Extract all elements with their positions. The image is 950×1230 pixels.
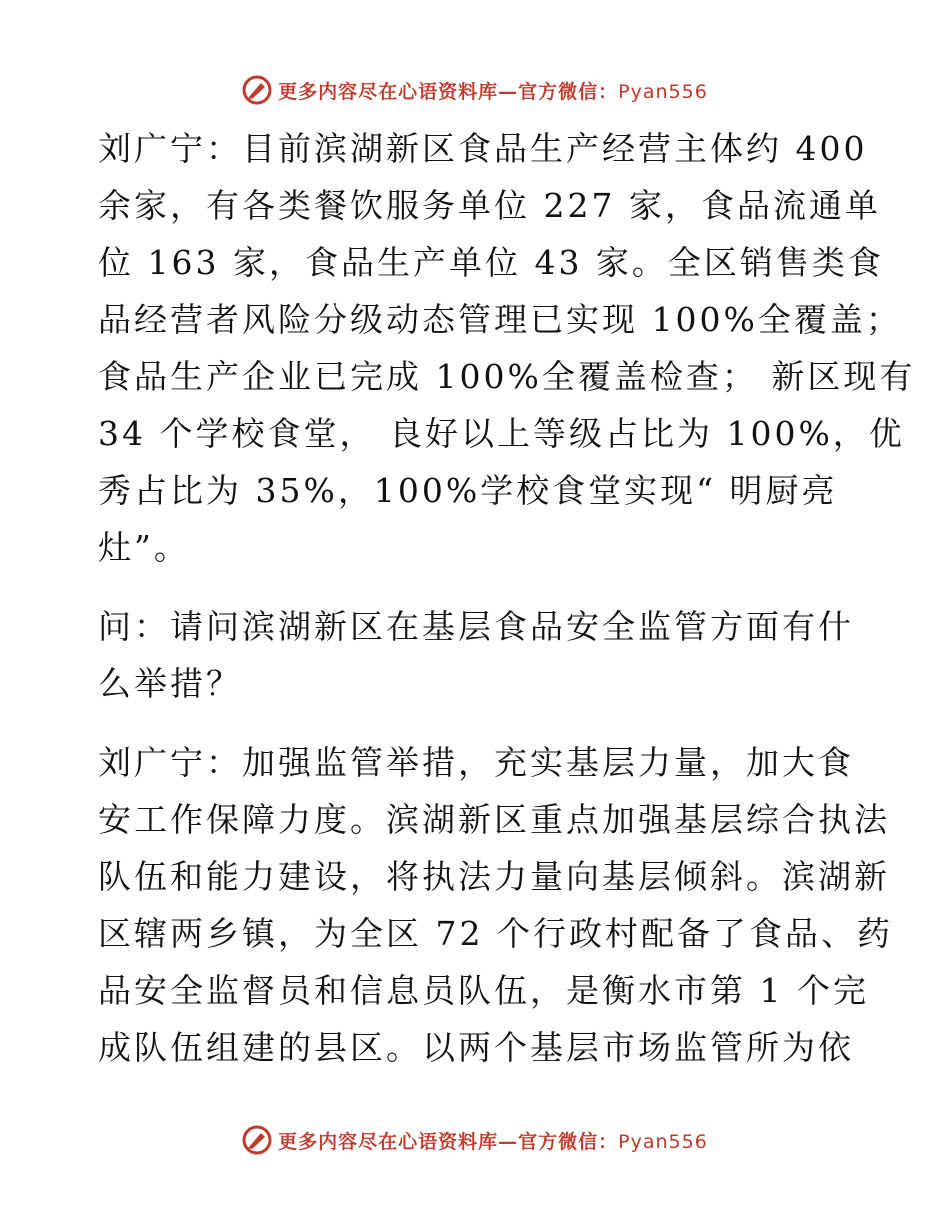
text-line: 成队伍组建的县区。以两个基层市场监管所为依 <box>98 1028 854 1067</box>
banner-text: 更多内容尽在心语资料库—官方微信：Pyan556 <box>278 1130 708 1153</box>
text-line: 位 163 家，食品生产单位 43 家。全区销售类食 <box>98 243 884 282</box>
document-body <box>98 120 916 1076</box>
text-line: 问：请问滨湖新区在基层食品安全监管方面有什 <box>98 607 854 646</box>
text-line: 队伍和能力建设，将执法力量向基层倾斜。滨湖新 <box>98 857 890 896</box>
paragraph-answer-1 <box>98 120 916 576</box>
banner-text: 更多内容尽在心语资料库—官方微信：Pyan556 <box>278 80 708 103</box>
footer-banner <box>0 1120 950 1160</box>
text-line: 么举措？ <box>98 664 242 703</box>
text-line: 刘广宁：加强监管举措，充实基层力量，加大食 <box>98 743 854 782</box>
text-line: 灶”。 <box>98 528 190 567</box>
pen-nib-logo-icon <box>242 1125 272 1155</box>
text-line: 区辖两乡镇，为全区 72 个行政村配备了食品、药 <box>98 914 893 953</box>
text-line: 余家，有各类餐饮服务单位 227 家，食品流通单 <box>98 186 881 225</box>
text-line: 安工作保障力度。滨湖新区重点加强基层综合执法 <box>98 800 890 839</box>
banner-brand: Pyan556 <box>618 80 708 103</box>
text-line: 34 个学校食堂， 良好以上等级占比为 100%，优 <box>98 414 905 453</box>
text-line: 秀占比为 35%，100%学校食堂实现“ 明厨亮 <box>98 471 838 510</box>
banner-brand: Pyan556 <box>618 1130 708 1153</box>
text-line: 品经营者风险分级动态管理已实现 100%全覆盖； <box>98 300 902 339</box>
paragraph-question <box>98 598 858 712</box>
text-line: 食品生产企业已完成 100%全覆盖检查； 新区现有 <box>98 357 916 396</box>
text-line: 品安全监督员和信息员队伍，是衡水市第 1 个完 <box>98 971 869 1010</box>
text-line: 刘广宁：目前滨湖新区食品生产经营主体约 400 <box>98 129 868 168</box>
pen-nib-logo-icon <box>242 75 272 105</box>
header-banner <box>0 70 950 110</box>
paragraph-answer-2 <box>98 734 893 1076</box>
